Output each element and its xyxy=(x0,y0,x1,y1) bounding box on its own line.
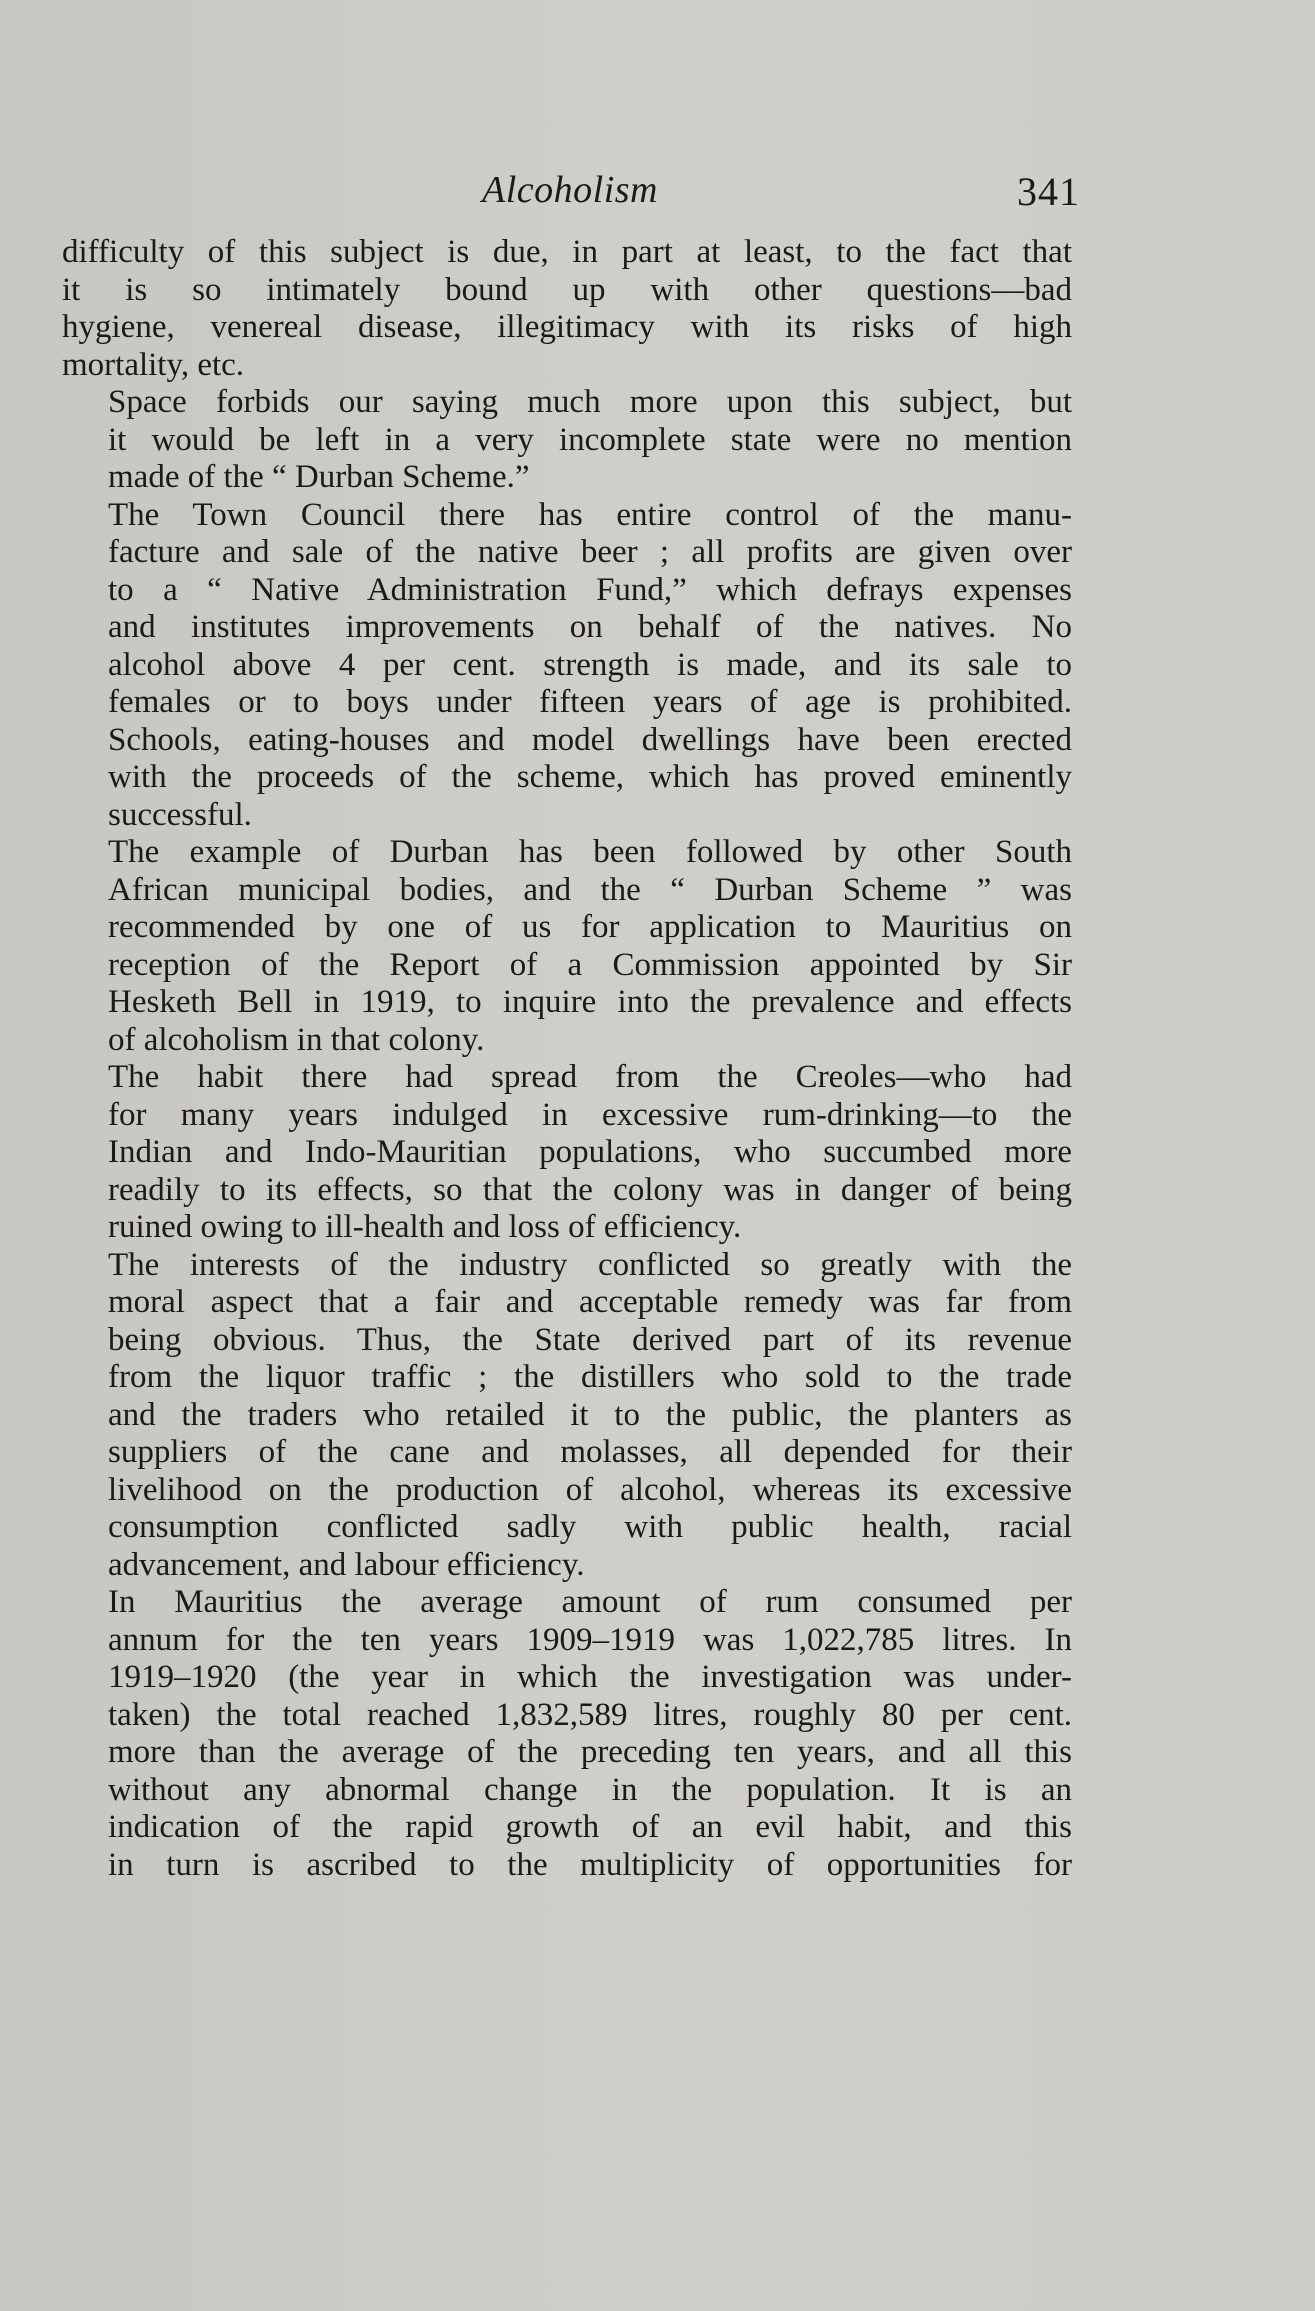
text-line: indication of the rapid growth of an evil habit, and this xyxy=(108,1809,1072,1845)
text-line: Indian and Indo-Mauritian populations, who succumbed more xyxy=(108,1134,1072,1170)
text-line: Space forbids our saying much more upon this subject, but xyxy=(108,384,1072,420)
text-line: alcohol above 4 per cent. strength is made, and its sale to xyxy=(108,646,1072,683)
page-number: 341 xyxy=(1017,169,1080,214)
text-line: African municipal bodies, and the “ Durban Scheme ” was xyxy=(108,871,1072,908)
text-line: consumption conflicted sadly with public health, racial xyxy=(108,1509,1072,1545)
text-line: and institutes improvements on behalf of the natives. No xyxy=(108,609,1072,645)
text-line: The habit there had spread from the Creoles—who had xyxy=(108,1059,1072,1095)
paragraph xyxy=(62,1247,1072,1585)
text-line: it is so intimately bound up with other questions—bad xyxy=(62,271,1072,308)
text-line: recommended by one of us for application to Mauritius on xyxy=(108,909,1072,945)
text-line: Hesketh Bell in 1919, to inquire into the prevalence and effects xyxy=(108,984,1072,1020)
paragraph xyxy=(62,234,1072,384)
text-line: taken) the total reached 1,832,589 litres, roughly 80 per cent. xyxy=(108,1696,1072,1733)
text-line: without any abnormal change in the population. It is an xyxy=(108,1771,1072,1808)
paragraph xyxy=(62,384,1072,497)
paragraph xyxy=(62,497,1072,835)
text-line: made of the “ Durban Scheme.” xyxy=(108,459,530,495)
text-line: facture and sale of the native beer ; all profits are given over xyxy=(108,534,1072,570)
paragraph xyxy=(62,1584,1072,1884)
text-line: of alcoholism in that colony. xyxy=(108,1021,485,1058)
text-line: more than the average of the preceding ten years, and all this xyxy=(108,1734,1072,1770)
text-line: in turn is ascribed to the multiplicity of opportunities for xyxy=(108,1846,1072,1883)
text-line: for many years indulged in excessive rum-drinking—to the xyxy=(108,1096,1072,1133)
text-line: difficulty of this subject is due, in part at least, to the fact that xyxy=(62,234,1072,270)
text-line: livelihood on the production of alcohol, whereas its excessive xyxy=(108,1471,1072,1508)
text-line: The interests of the industry conflicted so greatly with the xyxy=(108,1246,1072,1283)
text-line: being obvious. Thus, the State derived part of its revenue xyxy=(108,1321,1072,1358)
running-title: Alcoholism xyxy=(482,169,658,211)
text-line: females or to boys under fifteen years of age is prohibited. xyxy=(108,684,1072,720)
text-line: In Mauritius the average amount of rum consumed per xyxy=(108,1584,1072,1620)
text-line: advancement, and labour efficiency. xyxy=(108,1546,585,1583)
text-line: from the liquor traffic ; the distillers who sold to the trade xyxy=(108,1359,1072,1395)
text-line: moral aspect that a fair and acceptable remedy was far from xyxy=(108,1284,1072,1320)
text-line: mortality, etc. xyxy=(62,346,245,383)
text-line: ruined owing to ill-health and loss of efficiency. xyxy=(108,1209,742,1245)
text-line: with the proceeds of the scheme, which has proved eminently xyxy=(108,759,1072,795)
text-line: successful. xyxy=(108,796,252,833)
text-line: and the traders who retailed it to the public, the planters as xyxy=(108,1396,1072,1433)
text-line: to a “ Native Administration Fund,” which defrays expenses xyxy=(108,571,1072,608)
paragraph xyxy=(62,1059,1072,1247)
text-line: hygiene, venereal disease, illegitimacy with its risks of high xyxy=(62,309,1072,345)
text-line: it would be left in a very incomplete state were no mention xyxy=(108,421,1072,458)
text-line: Schools, eating-houses and model dwellings have been erected xyxy=(108,721,1072,758)
text-line: suppliers of the cane and molasses, all depended for their xyxy=(108,1434,1072,1470)
paragraph xyxy=(62,834,1072,1059)
text-line: readily to its effects, so that the colony was in danger of being xyxy=(108,1171,1072,1208)
running-head xyxy=(60,168,1080,228)
text-line: The example of Durban has been followed by other South xyxy=(108,834,1072,870)
text-line: annum for the ten years 1909–1919 was 1,022,785 litres. In xyxy=(108,1621,1072,1658)
text-line: 1919–1920 (the year in which the investigation was under- xyxy=(108,1659,1072,1695)
body-text xyxy=(62,234,1072,1884)
text-line: reception of the Report of a Commission appointed by Sir xyxy=(108,946,1072,983)
text-line: The Town Council there has entire control of the manu- xyxy=(108,496,1072,533)
